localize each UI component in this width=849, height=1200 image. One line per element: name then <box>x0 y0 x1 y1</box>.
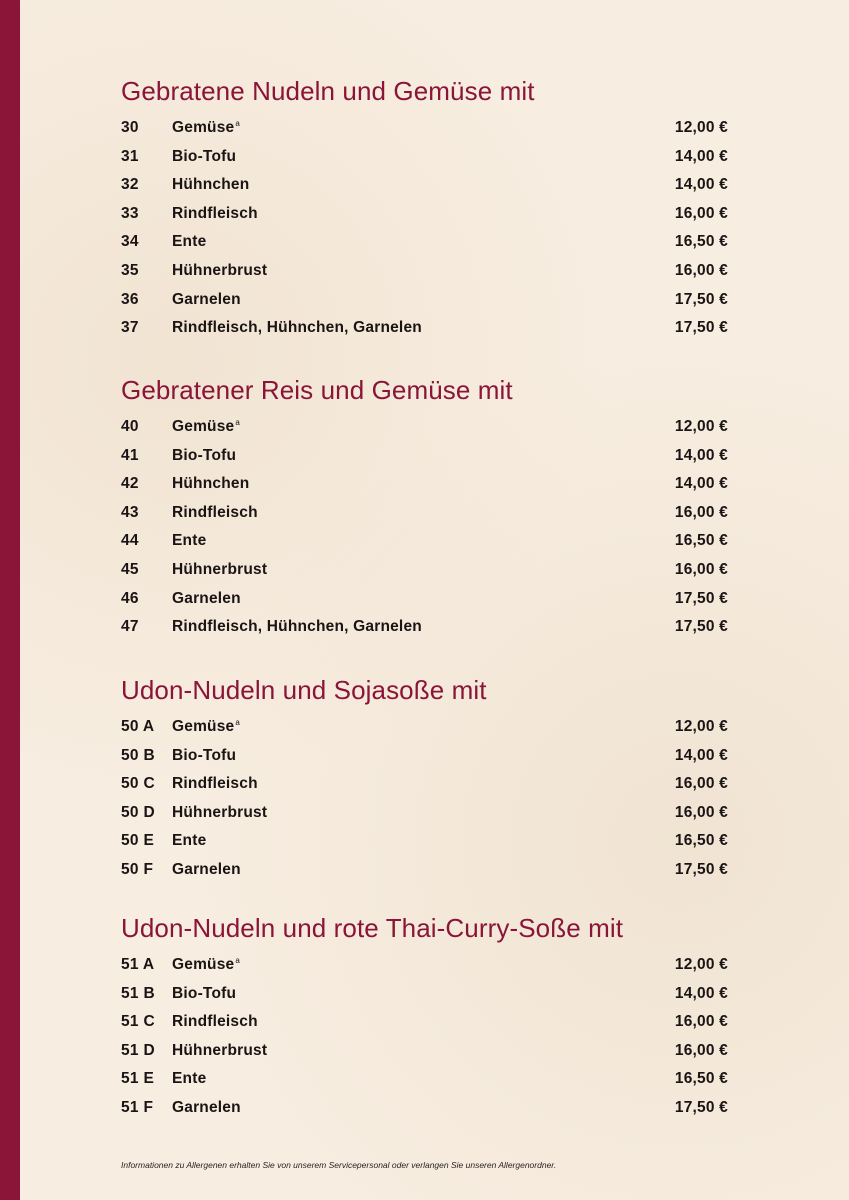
menu-item-row <box>121 114 731 143</box>
item-name-text: Rindfleisch <box>172 1013 258 1031</box>
menu-item-row <box>121 1065 731 1094</box>
item-number: 43 <box>121 503 139 521</box>
item-name <box>172 257 267 286</box>
item-number: 36 <box>121 290 139 308</box>
item-name-text: Ente <box>172 832 207 850</box>
item-name <box>172 856 241 885</box>
item-name <box>172 470 249 499</box>
item-number: 50 A <box>121 718 155 735</box>
item-name-text: Ente <box>172 233 207 251</box>
item-price: 14,00 € <box>674 147 728 165</box>
menu-item-row <box>121 470 731 499</box>
menu-item-row <box>121 1094 731 1123</box>
section-title: Gebratene Nudeln und Gemüse mit <box>121 76 535 106</box>
item-price: 16,00 € <box>674 503 728 521</box>
item-price: 16,00 € <box>674 775 728 793</box>
item-price: 14,00 € <box>674 446 728 464</box>
item-price: 17,50 € <box>674 860 728 878</box>
item-price: 17,50 € <box>674 290 728 308</box>
item-name <box>172 770 258 799</box>
menu-item-row <box>121 613 731 642</box>
item-name <box>172 413 240 442</box>
item-number: 32 <box>121 176 139 194</box>
item-price: 12,00 € <box>674 418 728 435</box>
item-name-text: Hühnchen <box>172 176 250 194</box>
item-name <box>172 442 236 471</box>
item-name <box>172 1094 241 1123</box>
item-price: 16,00 € <box>674 1013 728 1031</box>
accent-side-bar <box>0 0 20 1200</box>
item-price: 16,50 € <box>674 1070 728 1088</box>
item-name <box>172 171 249 200</box>
item-number: 51 B <box>121 984 155 1002</box>
item-name-text: Rindfleisch <box>172 204 258 222</box>
menu-item-row <box>121 770 731 799</box>
item-number: 51 D <box>121 1041 155 1059</box>
menu-item-row <box>121 1008 731 1037</box>
menu-item-row <box>121 980 731 1009</box>
item-name <box>172 1065 206 1094</box>
menu-section-udon-soy <box>121 673 731 885</box>
allergen-footer-note: Informationen zu Allergenen erhalten Sie von unserem Servicepersonal oder verlangen Sie unseren Allergenordner. <box>121 1160 557 1170</box>
menu-item-row <box>121 713 731 742</box>
item-price: 12,00 € <box>674 956 728 973</box>
item-name <box>172 499 258 528</box>
item-name <box>172 1037 267 1066</box>
item-name <box>172 951 240 980</box>
item-price: 16,50 € <box>674 532 728 550</box>
item-price: 17,50 € <box>674 618 728 636</box>
item-number: 50 D <box>121 803 155 821</box>
menu-item-row <box>121 1037 731 1066</box>
item-name-text: Hühnerbrust <box>172 1041 268 1059</box>
item-number: 40 <box>121 418 139 435</box>
item-name-text: Garnelen <box>172 1098 241 1116</box>
item-price: 17,50 € <box>674 1098 728 1116</box>
item-price: 14,00 € <box>674 984 728 1002</box>
menu-section-udon-thai-curry <box>121 911 731 1123</box>
item-name-text: Bio-Tofu <box>172 446 237 464</box>
item-price: 16,00 € <box>674 803 728 821</box>
item-name-text: Bio-Tofu <box>172 984 237 1002</box>
menu-item-row <box>121 742 731 771</box>
item-name-text: Hühnerbrust <box>172 560 268 578</box>
item-price: 16,00 € <box>674 560 728 578</box>
item-price: 14,00 € <box>674 176 728 194</box>
item-name-text: Garnelen <box>172 290 241 308</box>
allergen-superscript: a <box>235 956 241 965</box>
item-name <box>172 286 241 315</box>
item-name <box>172 980 236 1009</box>
menu-item-row <box>121 442 731 471</box>
item-name <box>172 585 241 614</box>
item-number: 42 <box>121 475 139 493</box>
item-number: 50 B <box>121 746 155 764</box>
menu-item-row <box>121 171 731 200</box>
item-number: 45 <box>121 560 139 578</box>
item-name-text: Rindfleisch, Hühnchen, Garnelen <box>172 618 422 636</box>
item-name-text: Gemüse <box>172 956 235 973</box>
menu-item-row <box>121 499 731 528</box>
item-name-text: Gemüse <box>172 418 235 435</box>
menu-item-row <box>121 143 731 172</box>
menu-item-row <box>121 257 731 286</box>
item-name-text: Bio-Tofu <box>172 746 237 764</box>
menu-item-row <box>121 556 731 585</box>
item-name-text: Hühnerbrust <box>172 803 268 821</box>
item-name-text: Rindfleisch <box>172 503 258 521</box>
item-price: 14,00 € <box>674 746 728 764</box>
menu-item-row <box>121 286 731 315</box>
menu-item-row <box>121 856 731 885</box>
item-number: 50 E <box>121 832 155 850</box>
item-name <box>172 143 236 172</box>
menu-item-row <box>121 200 731 229</box>
menu-item-row <box>121 799 731 828</box>
item-number: 33 <box>121 204 139 222</box>
item-name-text: Gemüse <box>172 119 235 136</box>
item-price: 17,50 € <box>674 319 728 337</box>
item-number: 44 <box>121 532 139 550</box>
item-number: 31 <box>121 147 139 165</box>
menu-item-row <box>121 228 731 257</box>
item-name <box>172 827 206 856</box>
item-name <box>172 1008 258 1037</box>
item-price: 12,00 € <box>674 718 728 735</box>
section-title: Udon-Nudeln und rote Thai-Curry-Soße mit <box>121 913 624 943</box>
item-name-text: Garnelen <box>172 589 241 607</box>
item-name <box>172 200 258 229</box>
item-number: 37 <box>121 319 139 337</box>
menu-item-row <box>121 585 731 614</box>
item-name <box>172 713 240 742</box>
menu-section-fried-rice <box>121 373 731 642</box>
item-name-text: Hühnchen <box>172 475 250 493</box>
item-name <box>172 742 236 771</box>
menu-item-list <box>121 114 731 343</box>
section-title: Gebratener Reis und Gemüse mit <box>121 375 513 405</box>
item-number: 50 F <box>121 860 154 878</box>
item-price: 16,50 € <box>674 233 728 251</box>
item-name <box>172 527 206 556</box>
menu-item-row <box>121 827 731 856</box>
menu-item-list <box>121 951 731 1123</box>
item-name <box>172 228 206 257</box>
item-number: 51 F <box>121 1098 154 1116</box>
item-name-text: Rindfleisch <box>172 775 258 793</box>
menu-item-list <box>121 413 731 642</box>
item-name-text: Bio-Tofu <box>172 147 237 165</box>
item-price: 16,00 € <box>674 1041 728 1059</box>
item-name <box>172 556 267 585</box>
item-name-text: Garnelen <box>172 860 241 878</box>
item-price: 16,00 € <box>674 261 728 279</box>
item-name-text: Ente <box>172 532 207 550</box>
allergen-superscript: a <box>235 718 241 727</box>
item-name-text: Hühnerbrust <box>172 261 268 279</box>
item-number: 41 <box>121 446 139 464</box>
item-name-text: Gemüse <box>172 718 235 735</box>
item-price: 12,00 € <box>674 119 728 136</box>
menu-item-row <box>121 314 731 343</box>
menu-item-list <box>121 713 731 885</box>
item-number: 30 <box>121 119 139 136</box>
allergen-superscript: a <box>235 418 241 427</box>
item-number: 35 <box>121 261 139 279</box>
allergen-superscript: a <box>235 119 241 128</box>
item-price: 16,00 € <box>674 204 728 222</box>
menu-item-row <box>121 951 731 980</box>
menu-section-fried-noodles <box>121 74 731 343</box>
item-name <box>172 314 422 343</box>
item-number: 34 <box>121 233 139 251</box>
item-price: 14,00 € <box>674 475 728 493</box>
item-name <box>172 613 422 642</box>
item-name <box>172 799 267 828</box>
item-number: 46 <box>121 589 139 607</box>
item-number: 51 E <box>121 1070 155 1088</box>
item-name-text: Ente <box>172 1070 207 1088</box>
item-price: 17,50 € <box>674 589 728 607</box>
item-number: 51 A <box>121 956 155 973</box>
item-name <box>172 114 240 143</box>
item-number: 51 C <box>121 1013 155 1031</box>
item-name-text: Rindfleisch, Hühnchen, Garnelen <box>172 319 422 337</box>
menu-item-row <box>121 527 731 556</box>
menu-item-row <box>121 413 731 442</box>
section-title: Udon-Nudeln und Sojasoße mit <box>121 675 487 705</box>
item-number: 47 <box>121 618 139 636</box>
item-price: 16,50 € <box>674 832 728 850</box>
item-number: 50 C <box>121 775 155 793</box>
